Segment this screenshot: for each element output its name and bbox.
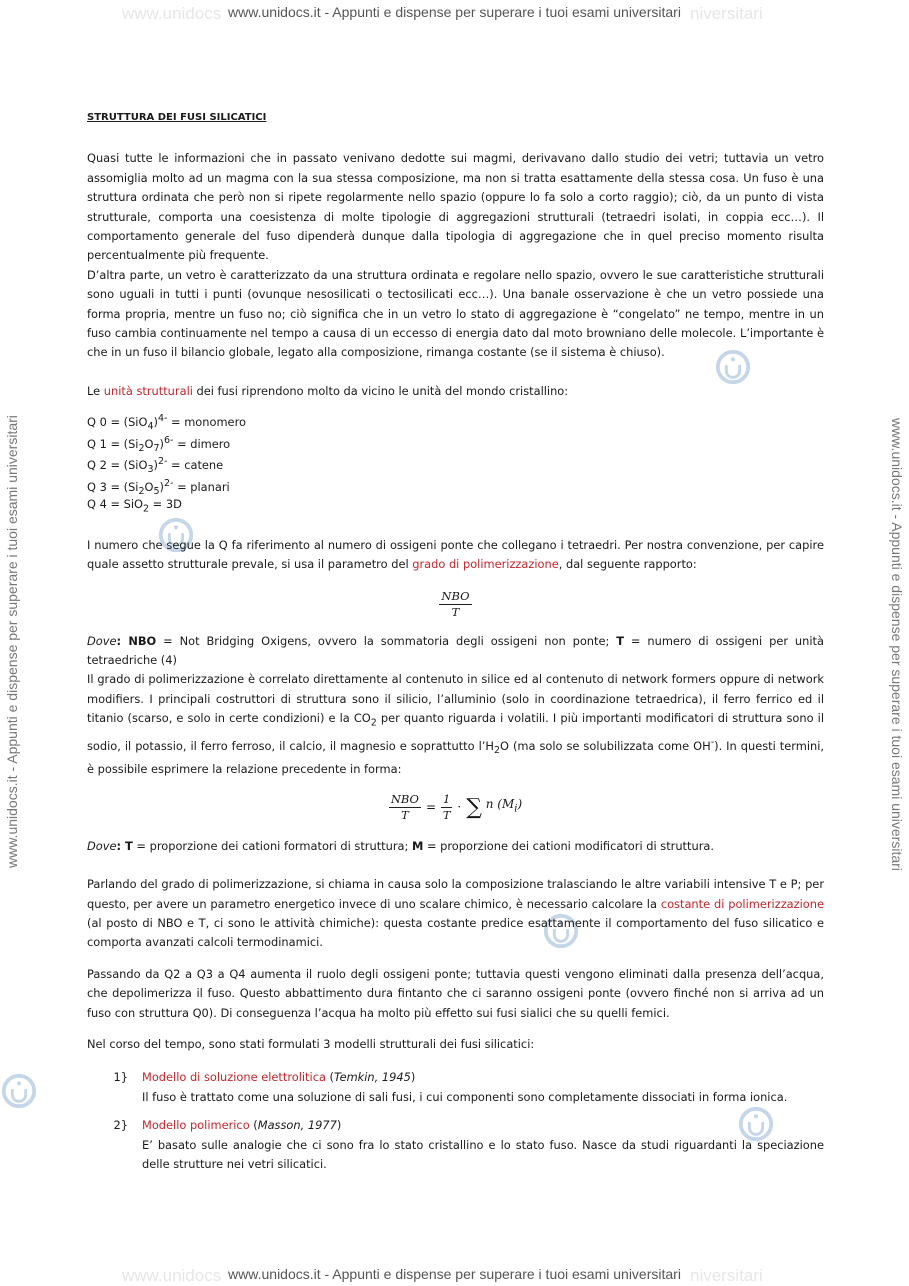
paragraph-glass: D’altra parte, un vetro è caratterizzato da una struttura ordinata e regolare nello spazio, ovvero le sue caratteristiche strutturali sono uguali in tutti i punti (ovunque nesosilicati o tectosilicati ecc…). Una banale osservazione è che un vetro possiede una forma propria, mentre un fuso no; ciò significa che in un vetro lo stato di aggregazione è “congelato” ne tempo, mentre in un fuso cambia continuamente nel tempo a causa di un eccesso di energia dato dal moto browniano delle molecole. L’importante è che in un fuso il bilancio globale, legato alla composizione, rimanga costante (se il sistema è chiuso). xyxy=(87,267,824,360)
structural-units-list xyxy=(87,409,824,517)
ghost-watermark-top-right: niversitari xyxy=(690,4,763,23)
equation-sum: $\frac{\text{NBO}}{T}$ = $\frac{1}{T}$ · ∑ n $(M_i)$ xyxy=(390,791,523,822)
equation-nbo-ratio: $\frac{\text{NBO}}{T}$ xyxy=(441,588,470,619)
unit-q4: Q 4 = SiO$_2$ = 3D xyxy=(87,497,182,515)
highlight-term: costante di polimerizzazione xyxy=(660,896,824,911)
ghost-watermark-bottom-right: niversitari xyxy=(690,1266,763,1285)
highlight-term: grado di polimerizzazione xyxy=(412,557,559,572)
footer-watermark: www.unidocs.it - Appunti e dispense per superare i tuoi esami universitari xyxy=(228,1266,681,1282)
paragraph-intro: Quasi tutte le informazioni che in passato venivano dedotte sui magmi, derivavano dallo studio dei vetri; tuttavia un vetro assomiglia molto ad un magma con la sua stessa composizione, ma non si tratta esattamente della stessa cosa. Un fuso è una struttura ordinata che però non si ripete regolarmente nello spazio (oppure lo fa solo a corto raggio); ciò, da un punto di vista strutturale, comporta una coesistenza di molte tipologie di aggregazioni strutturali (tetraedri isolati, in coppia ecc…). Il comportamento generale del fuso dipenderà dunque dalla tipologia di aggregazione che in quel preciso momento risulta percentualmente più frequente. xyxy=(87,151,824,263)
document-body xyxy=(87,108,824,1183)
list-item: 1} Modello di soluzione elettrolitica (Temkin, 1945) Il fuso è trattato come una soluzione di sali fusi, i cui componenti sono completamente dissociati in forma ionica. xyxy=(113,1070,788,1104)
unit-q3: Q $3 = (Si_2O_5)^{2-}$ = planari xyxy=(87,477,230,497)
paragraph-definitions: Dove: NBO = Not Bridging Oxigens, ovvero la sommatoria degli ossigeni non ponte; T = numero di ossigeni per unità tetraedriche (4) xyxy=(87,633,824,667)
paragraph-units-intro: Le unità strutturali dei fusi riprendono molto da vicino le unità del mondo cristallino: xyxy=(87,383,569,398)
unit-q0: Q $0 = (SiO_4)^{4-}$ = monomero xyxy=(87,413,246,433)
header-watermark: www.unidocs.it - Appunti e dispense per superare i tuoi esami universitari xyxy=(228,4,681,20)
ghost-watermark-bottom-left: www.unidocs xyxy=(122,1266,222,1285)
unidocs-logo-icon xyxy=(0,1072,38,1110)
list-item: 2} Modello polimerico (Masson, 1977) E’ basato sulle analogie che ci sono fra lo stato cristallino e lo stato fuso. Nasce da studi riguardanti la speciazione delle strutture nei vetri silicatici. xyxy=(113,1118,824,1172)
paragraph-definitions-2: Dove: T = proporzione dei cationi formatori di struttura; M = proporzione dei cationi modificatori di struttura. xyxy=(87,838,714,853)
document-title: STRUTTURA DEI FUSI SILICATICI xyxy=(87,112,267,123)
highlight-term: unità strutturali xyxy=(103,383,193,398)
unit-q1: Q $1 = (Si_2O_7)^{6-}$ = dimero xyxy=(87,434,231,454)
left-side-watermark: www.unidocs.it - Appunti e dispense per superare i tuoi esami universitari xyxy=(4,415,20,868)
paragraph-water: Passando da Q2 a Q3 a Q4 aumenta il ruolo degli ossigeni ponte; tuttavia questi vengono eliminati dalla presenza dell’acqua, che depolimerizza il fuso. Questo abbattimento dura fintanto che ci saranno ossigeni ponte (ovvero finché non si arriva ad un fuso con struttura Q0). Di conseguenza l’acqua ha molto più effetto sui fusi sialici che su quelli femici. xyxy=(87,966,824,1020)
ghost-watermark-top-left: www.unidocs xyxy=(122,4,222,23)
right-side-watermark: www.unidocs.it - Appunti e dispense per superare i tuoi esami universitari xyxy=(889,418,905,871)
unit-q2: Q $2 = (SiO_3)^{2-}$ = catene xyxy=(87,456,224,476)
paragraph-formers-modifiers: Il grado di polimerizzazione è correlato direttamente al contenuto in silice ed al contenuto di network formers oppure di network modifiers. I principali costruttori di struttura sono il silicio, l’alluminio (solo in coordinazione tetraedrica), il ferro ferrico ed il titanio (scarso, e solo in certe condizioni) e la $CO_2$ per quanto riguarda i volatili. I più importanti modificatori di struttura sono il sodio, il potassio, il ferro ferroso, il calcio, il magnesio e soprattutto $l’H_2O$ (ma solo se solubilizzata come OH-). In questi termini, è possibile esprimere la relazione precedente in forma: xyxy=(87,672,824,777)
models-list xyxy=(87,1068,824,1174)
paragraph-constant: Parlando del grado di polimerizzazione, si chiama in causa solo la composizione tralasciando le altre variabili intensive T e P; per questo, per avere un parametro energetico invece di uno scalare chimico, è necessario calcolare la costante di polimerizzazione (al posto di NBO e T, ci sono le attività chimiche): questa costante predice esattamente il comportamento del fuso silicatico e comporta avanzati calcoli termodinamici. xyxy=(87,877,824,950)
paragraph-models-intro: Nel corso del tempo, sono stati formulati 3 modelli strutturali dei fusi silicatici: xyxy=(87,1037,535,1052)
paragraph-polymerization: I numero che segue la Q fa riferimento al numero di ossigeni ponte che collegano i tetraedri. Per nostra convenzione, per capire quale assetto strutturale prevale, si usa il parametro del grado di polimerizzazione, dal seguente rapporto: xyxy=(87,537,824,572)
